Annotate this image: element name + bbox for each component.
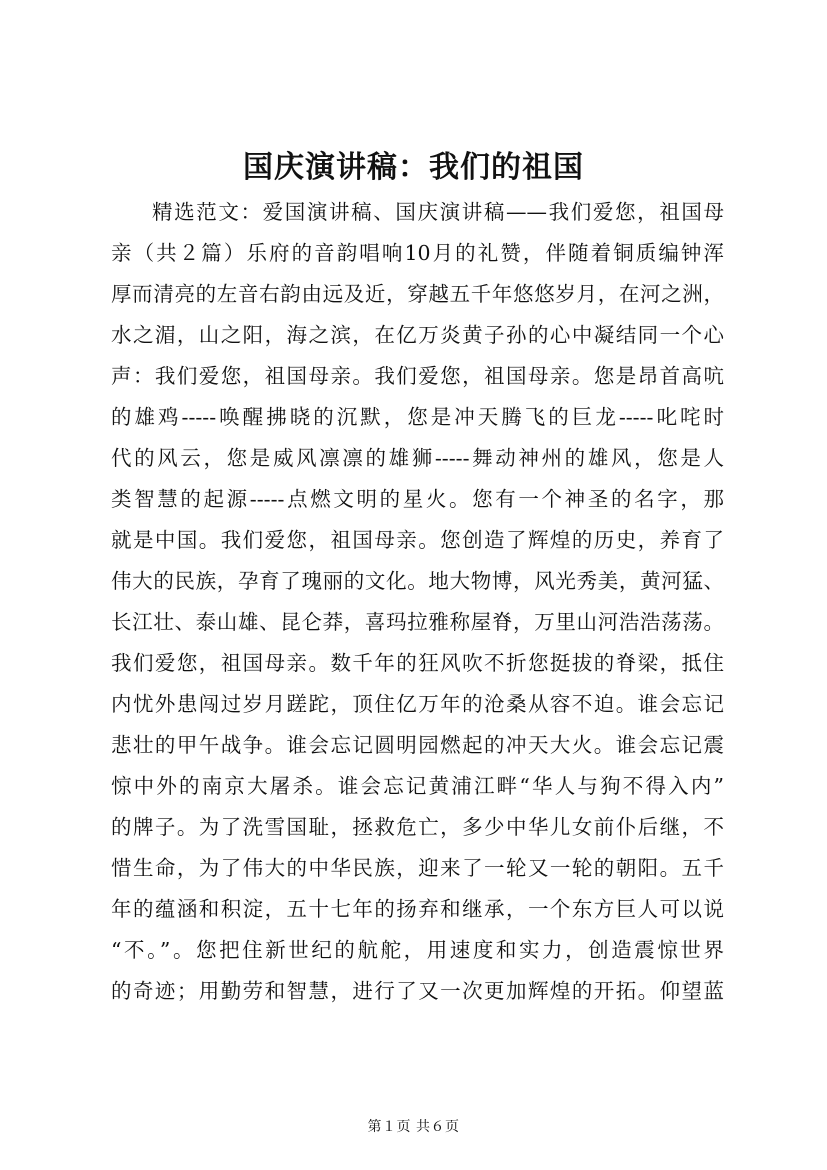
body-line: “不。”。您把住新世纪的航舵，用速度和实力，创造震惊世界 (111, 938, 724, 962)
page-number: 第１页 共６页 (367, 1119, 460, 1135)
body-line: 就是中国。我们爱您，祖国母亲。您创造了辉煌的历史，养育了 (111, 528, 724, 552)
body-line: 年的蕴涵和积淀，五十七年的扬弃和继承，一个东方巨人可以说 (111, 897, 724, 921)
body-line: 我们爱您，祖国母亲。数千年的狂风吹不折您挺拔的脊梁，抵住 (111, 651, 724, 675)
document-body (111, 192, 724, 1012)
body-line: 声：我们爱您，祖国母亲。我们爱您，祖国母亲。您是昂首高吭 (111, 364, 724, 388)
body-line: 水之湄，山之阳，海之滨，在亿万炎黄子孙的心中凝结同一个心 (111, 323, 724, 347)
body-line: 类智慧的起源-----点燃文明的星火。您有一个神圣的名字，那 (111, 487, 724, 511)
body-line: 惊中外的南京大屠杀。谁会忘记黄浦江畔“华人与狗不得入内” (111, 774, 724, 798)
body-line: 亲（共２篇）乐府的音韵唱响10月的礼赞，伴随着铜质编钟浑 (111, 241, 724, 265)
body-line: 的雄鸡-----唤醒拂晓的沉默，您是冲天腾飞的巨龙-----叱咤时 (111, 405, 724, 429)
body-line: 的奇迹；用勤劳和智慧，进行了又一次更加辉煌的开拓。仰望蓝 (111, 979, 724, 1003)
body-line: 厚而清亮的左音右韵由远及近，穿越五千年悠悠岁月，在河之洲， (111, 282, 724, 306)
body-line: 惜生命，为了伟大的中华民族，迎来了一轮又一轮的朝阳。五千 (111, 856, 724, 880)
body-line: 内忧外患闯过岁月蹉跎，顶住亿万年的沧桑从容不迫。谁会忘记 (111, 692, 724, 716)
body-line: 代的风云，您是威风凛凛的雄狮-----舞动神州的雄风，您是人 (111, 446, 724, 470)
body-line: 的牌子。为了洗雪国耻，拯救危亡，多少中华儿女前仆后继，不 (111, 815, 724, 839)
document-title: 国庆演讲稿：我们的祖国 (243, 150, 584, 185)
body-line: 长江壮、泰山雄、昆仑莽，喜玛拉雅称屋脊，万里山河浩浩荡荡。 (111, 610, 724, 634)
body-line: 伟大的民族，孕育了瑰丽的文化。地大物博，风光秀美，黄河猛、 (111, 569, 724, 593)
body-line: 悲壮的甲午战争。谁会忘记圆明园燃起的冲天大火。谁会忘记震 (111, 733, 724, 757)
body-line: 精选范文：爱国演讲稿、国庆演讲稿——我们爱您，祖国母 (152, 200, 724, 224)
